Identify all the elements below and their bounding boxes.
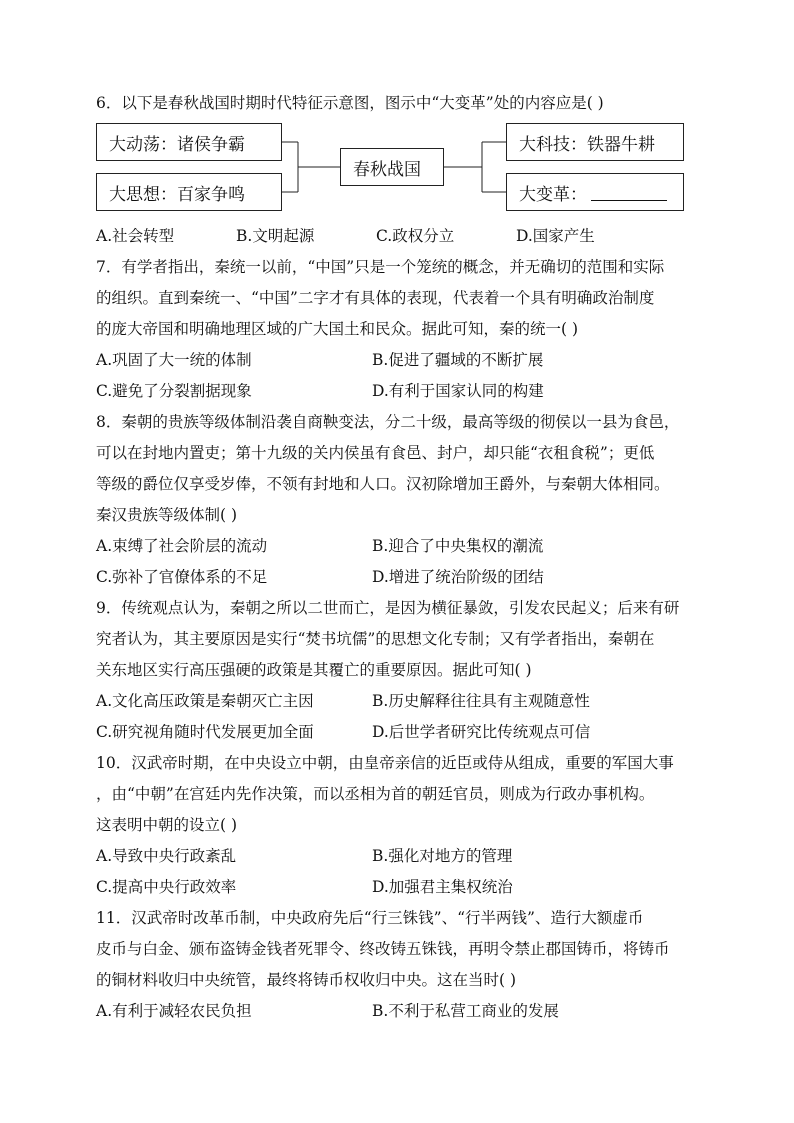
question-7 bbox=[96, 252, 706, 407]
question-10-line: ，由“中朝”在宫廷内先作决策，而以丞相为首的朝廷官员，则成为行政办事机构。 bbox=[96, 785, 655, 803]
option-d[interactable]: D.加强君主集权统治 bbox=[372, 878, 513, 896]
question-8-line: 等级的爵位仅享受岁俸，不领有封地和人口。汉初除增加王爵外，与秦朝大体相同。 bbox=[96, 475, 670, 493]
box-center-text: 春秋战国 bbox=[353, 159, 421, 180]
question-9-options-row2 bbox=[96, 717, 706, 748]
exam-page bbox=[96, 88, 706, 1027]
option-d[interactable]: D.增进了统治阶级的团结 bbox=[372, 568, 544, 586]
question-11 bbox=[96, 903, 706, 1027]
option-b[interactable]: B.文明起源 bbox=[236, 227, 315, 245]
question-8-line: 秦汉贵族等级体制( ) bbox=[96, 506, 238, 524]
box-great-turmoil-text: 大动荡：诸侯争霸 bbox=[109, 134, 245, 155]
question-7-options-row2 bbox=[96, 376, 706, 407]
option-d[interactable]: D.后世学者研究比传统观点可信 bbox=[372, 723, 591, 741]
option-b[interactable]: B.不利于私营工商业的发展 bbox=[372, 1002, 559, 1020]
option-b[interactable]: B.强化对地方的管理 bbox=[372, 847, 513, 865]
option-a[interactable]: A.束缚了社会阶层的流动 bbox=[96, 537, 268, 555]
question-11-line: 11．汉武帝时改革币制，中央政府先后“行三铢钱”、“行半两钱”、造行大额虚币 bbox=[96, 909, 644, 927]
question-6 bbox=[96, 88, 706, 252]
question-6-options bbox=[96, 221, 706, 252]
option-a[interactable]: A.文化高压政策是秦朝灭亡主因 bbox=[96, 692, 314, 710]
question-8-line: 8．秦朝的贵族等级体制沿袭自商鞅变法，分二十级，最高等级的彻侯以一县为食邑， bbox=[96, 413, 680, 431]
question-6-stem: 6．以下是春秋战国时期时代特征示意图，图示中“大变革”处的内容应是( ) bbox=[96, 94, 604, 112]
box-great-technology bbox=[506, 123, 684, 161]
option-d[interactable]: D.国家产生 bbox=[516, 227, 595, 245]
box-great-change-text: 大变革： bbox=[519, 184, 587, 205]
question-7-line: 的庞大帝国和明确地理区域的广大国土和民众。据此可知，秦的统一( ) bbox=[96, 320, 579, 338]
question-7-options-row1 bbox=[96, 345, 706, 376]
era-diagram bbox=[96, 123, 706, 219]
question-9 bbox=[96, 593, 706, 748]
answer-blank bbox=[591, 184, 667, 201]
option-b[interactable]: B.历史解释往往具有主观随意性 bbox=[372, 692, 590, 710]
question-11-options-row1 bbox=[96, 996, 706, 1027]
question-7-line: 的组织。直到秦统一、“中国”二字才有具体的表现，代表着一个具有明确政治制度 bbox=[96, 289, 655, 307]
question-7-line: 7．有学者指出，秦统一以前，“中国”只是一个笼统的概念，并无确切的范围和实际 bbox=[96, 258, 665, 276]
option-c[interactable]: C.避免了分裂割据现象 bbox=[96, 382, 252, 400]
question-9-line: 9．传统观点认为，秦朝之所以二世而亡，是因为横征暴敛，引发农民起义；后来有研 bbox=[96, 599, 680, 617]
option-a[interactable]: A.社会转型 bbox=[96, 227, 175, 245]
question-10-options-row1 bbox=[96, 841, 706, 872]
question-9-line: 究者认为，其主要原因是实行“焚书坑儒”的思想文化专制；又有学者指出，秦朝在 bbox=[96, 630, 655, 648]
question-10 bbox=[96, 748, 706, 903]
option-d[interactable]: D.有利于国家认同的构建 bbox=[372, 382, 544, 400]
question-11-line: 皮币与白金、颁布盗铸金钱者死罪令、终改铸五铢钱，再明令禁止郡国铸币，将铸币 bbox=[96, 940, 670, 958]
option-c[interactable]: C.政权分立 bbox=[376, 227, 455, 245]
box-great-turmoil bbox=[96, 123, 282, 161]
question-10-line: 这表明中朝的设立( ) bbox=[96, 816, 238, 834]
question-8-options-row1 bbox=[96, 531, 706, 562]
option-a[interactable]: A.导致中央行政紊乱 bbox=[96, 847, 237, 865]
question-10-line: 10．汉武帝时期，在中央设立中朝，由皇帝亲信的近臣或侍从组成，重要的军国大事 bbox=[96, 754, 674, 772]
option-a[interactable]: A.有利于减轻农民负担 bbox=[96, 1002, 252, 1020]
box-great-thought-text: 大思想：百家争鸣 bbox=[109, 184, 245, 205]
box-great-change bbox=[506, 173, 684, 211]
question-10-options-row2 bbox=[96, 872, 706, 903]
option-b[interactable]: B.迎合了中央集权的潮流 bbox=[372, 537, 544, 555]
question-9-options-row1 bbox=[96, 686, 706, 717]
box-great-thought bbox=[96, 173, 282, 211]
box-great-technology-text: 大科技：铁器牛耕 bbox=[519, 134, 655, 155]
question-11-line: 的铜材料收归中央统管，最终将铸币权收归中央。这在当时( ) bbox=[96, 971, 517, 989]
question-9-line: 关东地区实行高压强硬的政策是其覆亡的重要原因。据此可知( ) bbox=[96, 661, 532, 679]
option-c[interactable]: C.提高中央行政效率 bbox=[96, 878, 237, 896]
option-c[interactable]: C.研究视角随时代发展更加全面 bbox=[96, 723, 314, 741]
option-a[interactable]: A.巩固了大一统的体制 bbox=[96, 351, 252, 369]
box-spring-autumn-warring-states bbox=[340, 148, 444, 186]
question-8 bbox=[96, 407, 706, 593]
option-b[interactable]: B.促进了疆域的不断扩展 bbox=[372, 351, 544, 369]
option-c[interactable]: C.弥补了官僚体系的不足 bbox=[96, 568, 268, 586]
question-8-options-row2 bbox=[96, 562, 706, 593]
question-8-line: 可以在封地内置吏；第十九级的关内侯虽有食邑、封户，却只能“衣租食税”；更低 bbox=[96, 444, 655, 462]
